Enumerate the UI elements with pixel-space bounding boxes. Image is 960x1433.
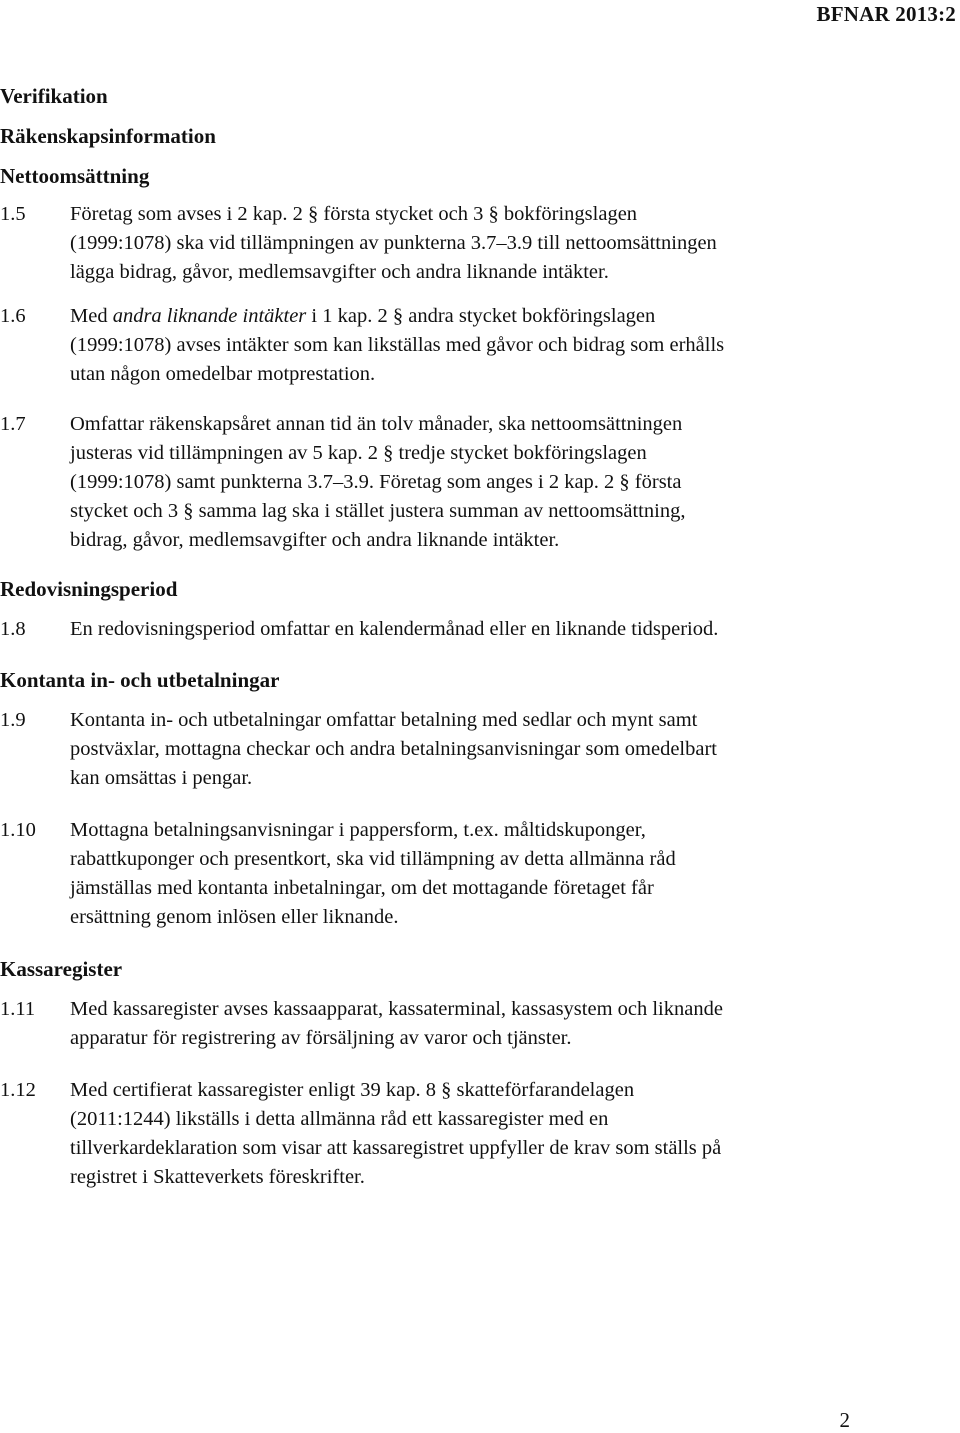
- paragraph-1-7: [0, 410, 960, 555]
- text-segment: i 1 kap. 2 § andra stycket bokföringslagen (1999:1078) avses intäkter som kan likställas med gåvor och bidrag som erhålls utan någon omedelbar motprestation.: [70, 305, 725, 385]
- text-segment: Med: [70, 305, 113, 327]
- heading-verifikation: Verifikation: [0, 84, 108, 108]
- paragraph-text: Mottagna betalningsanvisningar i pappersform, t.ex. måltidskuponger, rabattkuponger och presentkort, ska vid tillämpning av detta allmänna råd jämställas med kontanta inbetalningar, om det mottagande företaget får ersättning genom inlösen eller liknande.: [70, 819, 676, 928]
- paragraph-text: [70, 302, 730, 389]
- paragraph-text: Med certifierat kassaregister enligt 39 kap. 8 § skatteförfarandelagen (2011:1244) likställs i detta allmänna råd ett kassaregister med en tillverkardeklaration som visar att kassaregistret uppfyller de krav som ställs på registret i Skatteverkets föreskrifter.: [70, 1079, 722, 1188]
- paragraph-1-9: [0, 706, 960, 793]
- paragraph-number: 1.6: [0, 305, 26, 327]
- paragraph-number: 1.10: [0, 819, 36, 841]
- paragraph-number: 1.12: [0, 1079, 36, 1101]
- paragraph-1-5: [0, 200, 960, 287]
- paragraph-text: Omfattar räkenskapsåret annan tid än tolv månader, ska nettoomsättningen justeras vid tillämpningen av 5 kap. 2 § tredje stycket bokföringslagen (1999:1078) samt punkterna 3.7–3.9. Företag som anges i 2 kap. 2 § första stycket och 3 § samma lag ska i stället justera summan av nettoomsättning, bidrag, gåvor, medlemsavgifter och andra liknande intäkter.: [70, 413, 686, 551]
- heading-nettoomsattning: Nettoomsättning: [0, 164, 150, 188]
- heading-rakenskapsinformation: Räkenskapsinformation: [0, 124, 216, 148]
- document-body: [0, 82, 960, 1192]
- heading-kontanta: Kontanta in- och utbetalningar: [0, 668, 280, 692]
- paragraph-text: Företag som avses i 2 kap. 2 § första stycket och 3 § bokföringslagen (1999:1078) ska vid tillämpningen av punkterna 3.7–3.9 till nettoomsättningen lägga bidrag, gåvor, medlemsavgifter och andra liknande intäkter.: [70, 203, 717, 283]
- paragraph-1-6: [0, 302, 960, 389]
- paragraph-text: En redovisningsperiod omfattar en kalendermånad eller en liknande tidsperiod.: [70, 618, 719, 640]
- page-number: 2: [839, 1408, 850, 1432]
- heading-redovisningsperiod: Redovisningsperiod: [0, 577, 178, 601]
- paragraph-text: Kontanta in- och utbetalningar omfattar betalning med sedlar och mynt samt postväxlar, mottagna checkar och andra betalningsanvisningar som omedelbart kan omsättas i pengar.: [70, 709, 717, 789]
- paragraph-1-11: [0, 995, 960, 1053]
- document-id-header: BFNAR 2013:2: [816, 2, 956, 26]
- paragraph-number: 1.11: [0, 998, 36, 1020]
- paragraph-1-8: [0, 615, 960, 644]
- paragraph-number: 1.9: [0, 709, 26, 731]
- paragraph-1-10: [0, 816, 960, 932]
- paragraph-1-12: [0, 1076, 960, 1192]
- italic-term: andra liknande intäkter: [112, 305, 307, 327]
- paragraph-text: Med kassaregister avses kassaapparat, kassaterminal, kassasystem och liknande apparatur för registrering av försäljning av varor och tjänster.: [70, 998, 723, 1049]
- paragraph-number: 1.8: [0, 618, 26, 640]
- heading-kassaregister: Kassaregister: [0, 957, 123, 981]
- paragraph-number: 1.7: [0, 413, 26, 435]
- paragraph-number: 1.5: [0, 203, 26, 225]
